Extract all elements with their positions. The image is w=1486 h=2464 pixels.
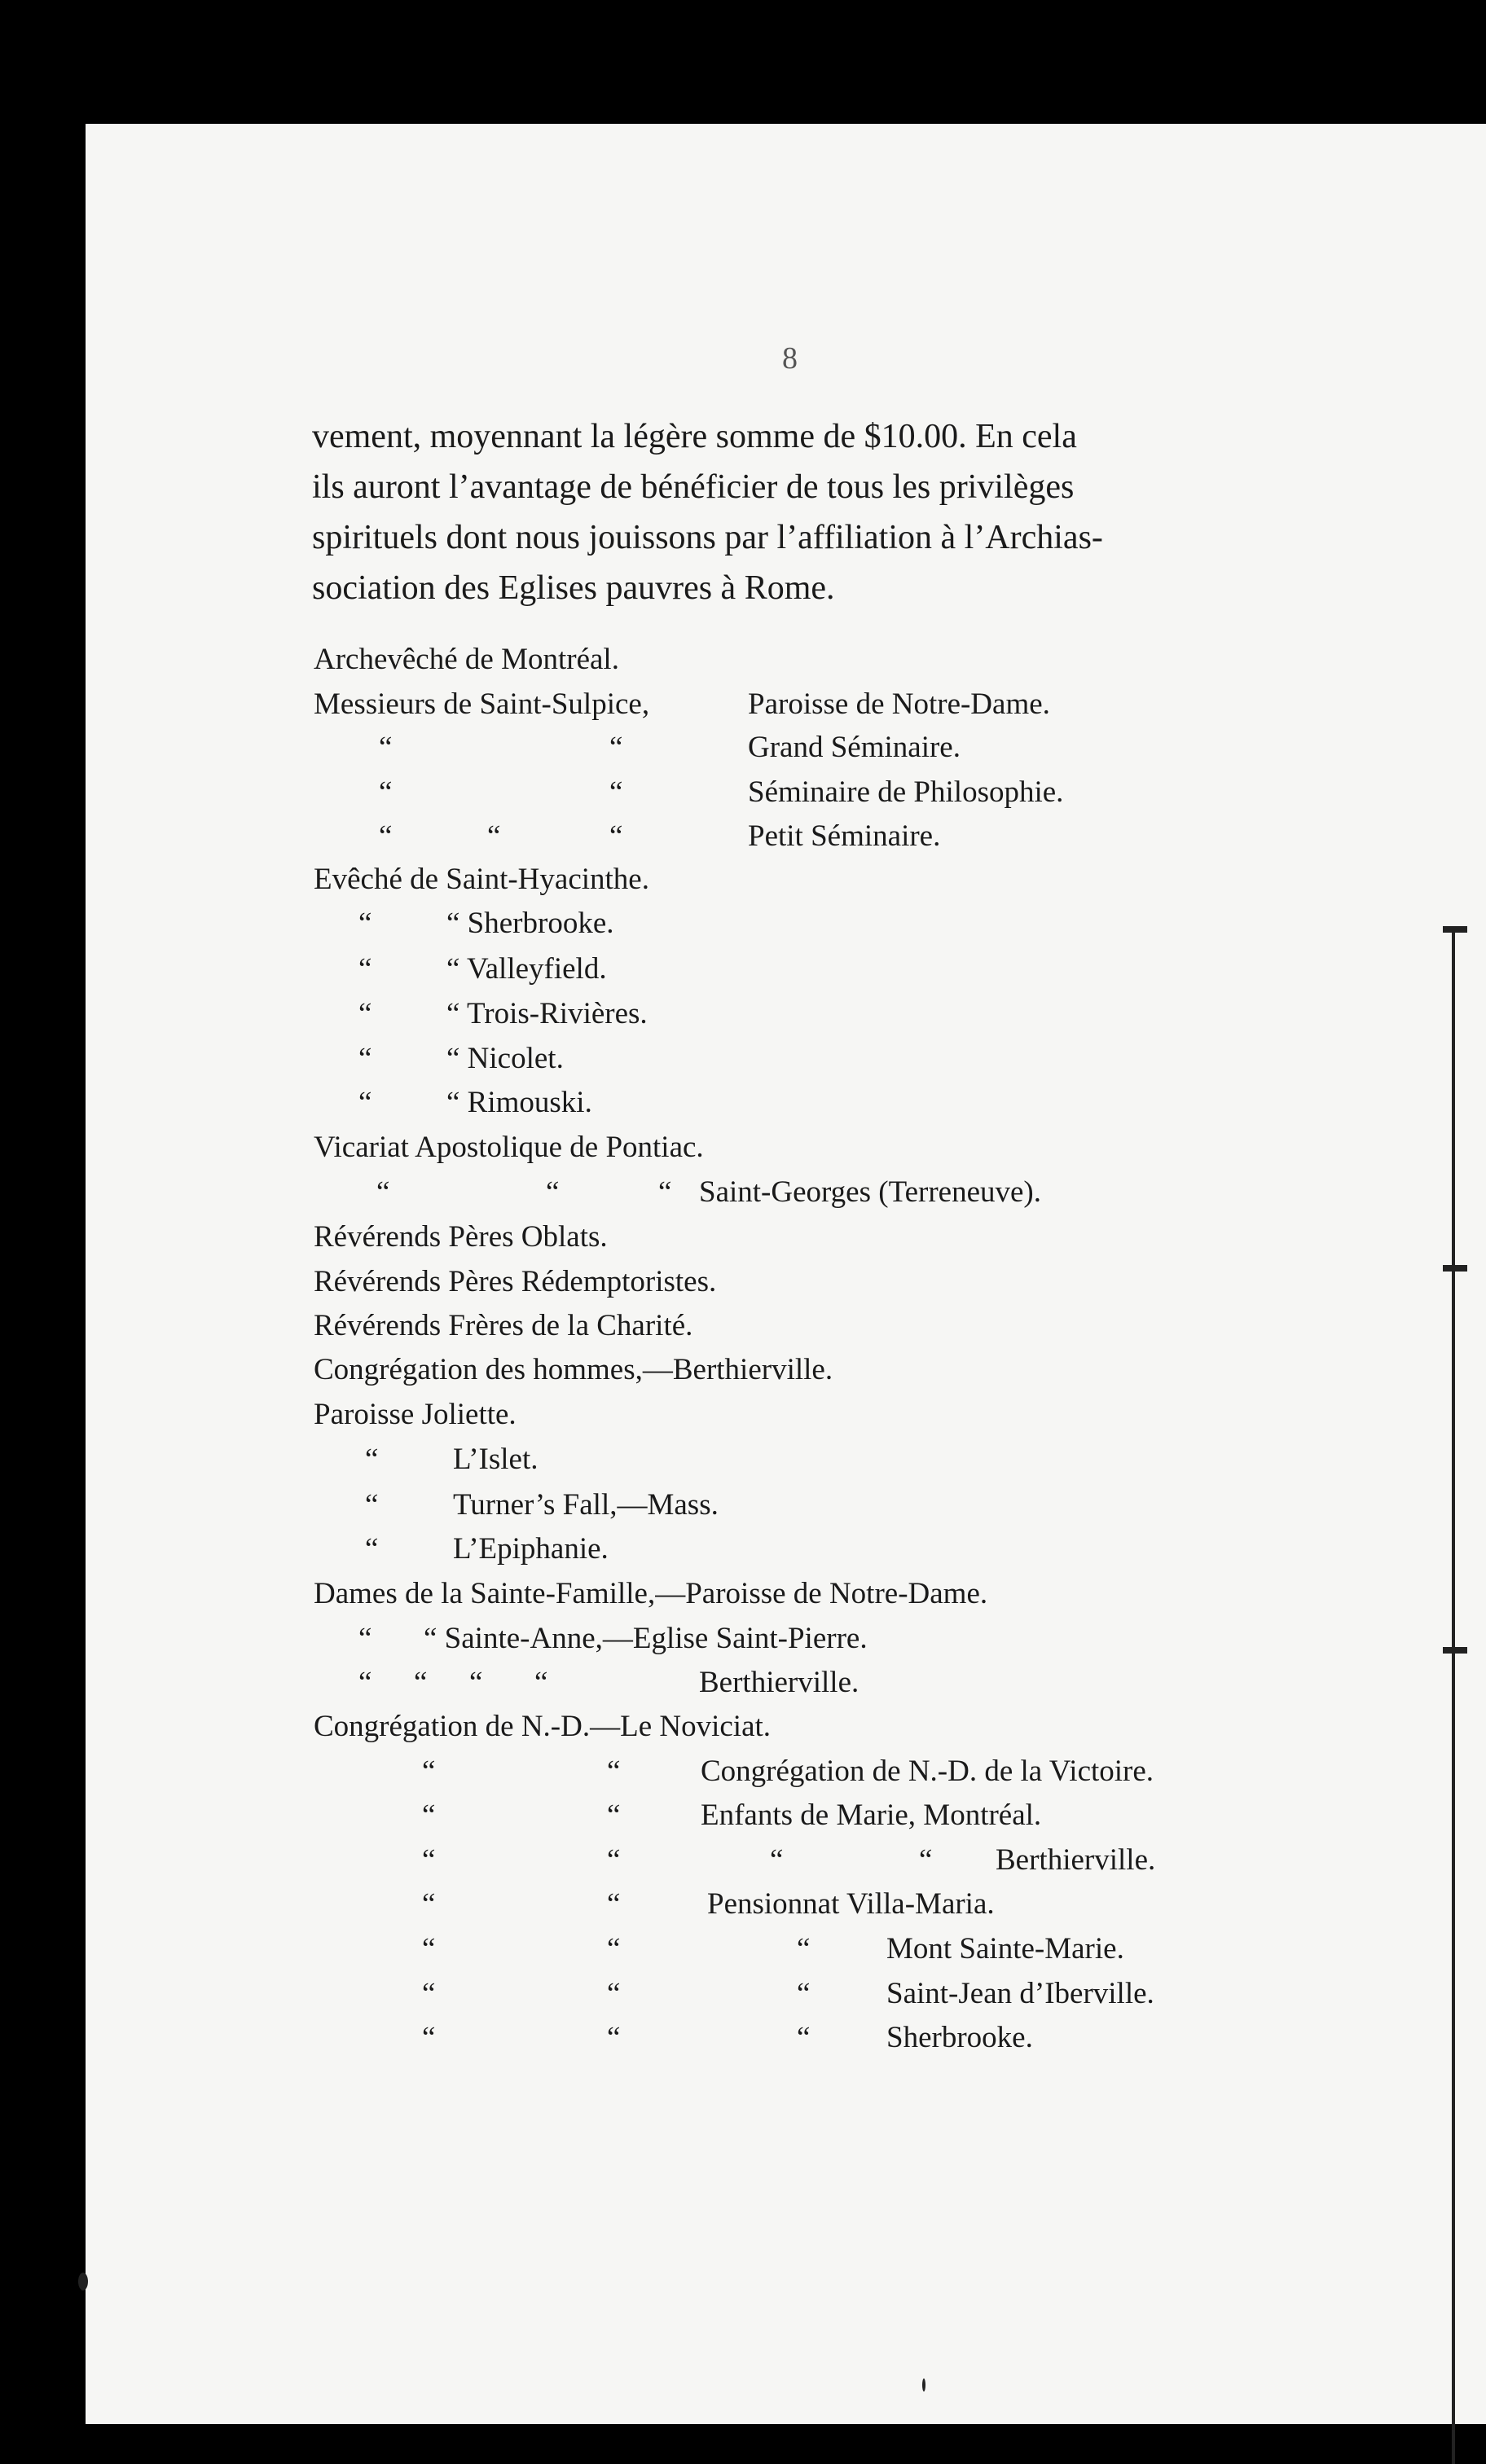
list-item-text: “ [379, 731, 393, 764]
list-item-text: “ [487, 819, 501, 853]
list-item-text: “ [609, 819, 623, 853]
list-item-text: Dames de la Sainte-Famille,—Paroisse de Notre-Dame. [314, 1577, 988, 1610]
list-item-text: “ [797, 1977, 811, 2010]
list-item-text: Paroisse de Notre-Dame. [748, 687, 1050, 721]
list-item-text: “ [658, 1175, 672, 1209]
list-item-text: “ [607, 2021, 621, 2054]
list-item-text: Turner’s Fall,—Mass. [453, 1488, 719, 1522]
list-item-text: Messieurs de Saint-Sulpice, [314, 687, 650, 721]
paragraph-line: vement, moyennant la légère somme de $10.00. En cela [312, 418, 1077, 455]
list-item-text: “ [469, 1666, 483, 1699]
list-item-text: “ [358, 1666, 372, 1699]
list-item-text: “ [797, 1932, 811, 1965]
list-item-text: “ [422, 1977, 436, 2010]
list-item-text: “ [609, 775, 623, 809]
list-item-text: “ Nicolet. [446, 1042, 564, 1075]
list-item-text: Archevêché de Montréal. [314, 643, 619, 676]
list-item-text: Berthierville. [699, 1666, 860, 1699]
paragraph-line: ils auront l’avantage de bénéficier de tous les privilèges [312, 468, 1075, 506]
list-item-text: Mont Sainte-Marie. [886, 1932, 1124, 1965]
list-item-text: Congrégation de N.-D.—Le Noviciat. [314, 1710, 772, 1743]
list-item-text: “ [546, 1175, 560, 1209]
paragraph-line: sociation des Eglises pauvres à Rome. [312, 569, 835, 607]
list-item-text: “ [379, 775, 393, 809]
list-item-text: “ [422, 1932, 436, 1965]
list-item-text: “ [422, 1843, 436, 1877]
list-item-text: Saint-Jean d’Iberville. [886, 1977, 1154, 2010]
list-item-text: Vicariat Apostolique de Pontiac. [314, 1131, 704, 1164]
list-item-text: “ [358, 997, 372, 1030]
list-item-text: “ [607, 1932, 621, 1965]
list-item-text: Paroisse Joliette. [314, 1398, 517, 1431]
list-item-text: “ [365, 1488, 379, 1522]
list-item-text: “ [379, 819, 393, 853]
list-item-text: “ Rimouski. [446, 1086, 592, 1119]
list-item-text: Révérends Pères Oblats. [314, 1220, 608, 1254]
page-number: 8 [782, 341, 798, 376]
list-item-text: Congrégation de N.-D. de la Victoire. [701, 1755, 1154, 1788]
list-item-text: Enfants de Marie, Montréal. [701, 1799, 1042, 1832]
list-item-text: “ [365, 1443, 379, 1476]
list-item-text: “ [607, 1843, 621, 1877]
intro-paragraph [312, 411, 1290, 613]
list-item-text: “ [422, 1799, 436, 1832]
list-item-text: “ [422, 2021, 436, 2054]
list-item-text: “ [797, 2021, 811, 2054]
list-item-text: “ [358, 907, 372, 940]
list-item-text: “ [358, 952, 372, 986]
list-item-text: “ Sainte-Anne,—Eglise Saint-Pierre. [424, 1622, 868, 1655]
paragraph-line: spirituels dont nous jouissons par l’affiliation à l’Archias- [312, 519, 1103, 556]
list-item-text: “ [358, 1622, 372, 1655]
list-item-text: “ [358, 1042, 372, 1075]
list-item-text: “ [365, 1532, 379, 1566]
list-item-text: Petit Séminaire. [748, 819, 941, 853]
list-item-text: “ [607, 1799, 621, 1832]
list-item-text: “ [358, 1086, 372, 1119]
list-item-text: Révérends Pères Rédemptoristes. [314, 1265, 717, 1298]
margin-bracket-tick [1443, 1647, 1467, 1654]
list-item-text: “ [422, 1887, 436, 1921]
list-item-text: “ [534, 1666, 548, 1699]
list-item-text: Pensionnat Villa-Maria. [707, 1887, 995, 1921]
list-item-text: “ [607, 1755, 621, 1788]
list-item-text: Révérends Frères de la Charité. [314, 1309, 693, 1342]
margin-bracket-tick [1443, 926, 1467, 933]
list-item-text: “ [607, 1977, 621, 2010]
list-item-text: “ Sherbrooke. [446, 907, 614, 940]
list-item-text: Séminaire de Philosophie. [748, 775, 1064, 809]
scan-speck [922, 2378, 925, 2392]
list-item-text: Berthierville. [996, 1843, 1156, 1877]
list-item-text: Evêché de Saint-Hyacinthe. [314, 863, 649, 896]
list-item-text: “ [770, 1843, 784, 1877]
list-item-text: Saint-Georges (Terreneuve). [699, 1175, 1041, 1209]
list-item-text: “ [422, 1755, 436, 1788]
list-item-text: “ [919, 1843, 933, 1877]
list-item-text: “ [376, 1175, 390, 1209]
list-item-text: Congrégation des hommes,—Berthierville. [314, 1353, 833, 1386]
list-item-text: “ Valleyfield. [446, 952, 607, 986]
list-item-text: L’Epiphanie. [453, 1532, 609, 1566]
scan-speck [78, 2273, 88, 2291]
list-item-text: Sherbrooke. [886, 2021, 1033, 2054]
list-item-text: L’Islet. [453, 1443, 539, 1476]
list-item-text: “ [609, 731, 623, 764]
list-item-text: “ [414, 1666, 428, 1699]
list-item-text: “ Trois-Rivières. [446, 997, 648, 1030]
list-item-text: “ [607, 1887, 621, 1921]
margin-bracket [1452, 929, 1455, 2464]
margin-bracket-tick [1443, 1265, 1467, 1272]
list-item-text: Grand Séminaire. [748, 731, 961, 764]
